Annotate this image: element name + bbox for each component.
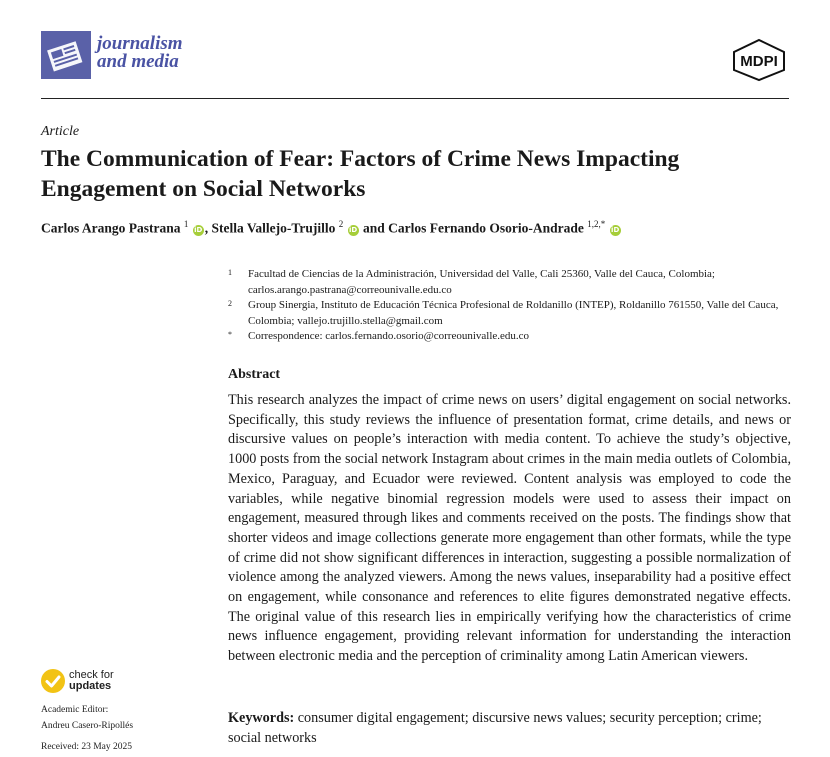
journal-name[interactable]	[97, 35, 183, 71]
academic-editor-name: Andreu Casero-Ripollés	[41, 721, 134, 731]
article-title: The Communication of Fear: Factors of Crime News Impacting Engagement on Social Networks	[41, 146, 680, 202]
journal-logo	[41, 31, 91, 79]
orcid-icon[interactable]: iD	[349, 225, 358, 234]
academic-editor-label: Academic Editor:	[41, 705, 109, 715]
author-name[interactable]: Carlos Fernando Osorio-Andrade	[388, 220, 584, 236]
keywords-text: consumer digital engagement; discursive news values; security perception; crime; social networks	[228, 710, 762, 746]
correspondence-text: Correspondence: carlos.fernando.osorio@correounivalle.edu.co	[248, 330, 530, 342]
journal-name-line1: journalism	[97, 33, 183, 54]
author-name[interactable]: Stella Vallejo-Trujillo	[211, 220, 336, 236]
affiliation-item	[228, 329, 798, 345]
received-date: Received: 23 May 2025	[41, 742, 133, 752]
keywords	[228, 709, 791, 748]
newspaper-icon	[41, 31, 91, 79]
orcid-icon[interactable]: iD	[194, 225, 203, 234]
abstract-body: This research analyzes the impact of crime news on users’ digital engagement on social networks. Specifically, this study reviews the influence of presentation format, crime details, and news or discursive values on people’s interaction with media content. To achieve the study’s objective, 1000 posts from the social network Instagram about crimes in the main media outlets of Colombia, Mexico, Paraguay, and Ecuador were reviewed. Content analysis was employed to code the variables, while negative binomial regression models were used to assess their impact on engagement, measured through likes and comments received on the posts. The findings show that shorter videos and image collections generate more engagement than other formats, while the type of crime did not show significant differences in interaction, suggesting a possible normalization of violence among the analyzed viewers. Among the news values, inseparability had a positive effect on engagement, while consonance and references to elite figures demonstrated negative effects. The original value of this research lies in empirically verifying how the characteristics of crime news influence engagement, providing relevant information for understanding the interaction between electronic media and the perception of criminality among Latin American viewers.	[228, 392, 791, 665]
publisher-name: MDPI	[740, 53, 778, 70]
author-affil-sup: 1,2,*	[587, 219, 606, 229]
affiliation-item	[228, 267, 798, 298]
affiliation-marker: 2	[228, 299, 232, 308]
header-divider	[41, 98, 789, 99]
orcid-icon[interactable]: iD	[611, 225, 620, 234]
affiliation-item	[228, 298, 798, 329]
article-type: Article	[41, 124, 80, 139]
publisher-logo[interactable]	[730, 38, 788, 82]
affiliation-marker: *	[228, 330, 232, 339]
author-name[interactable]: Carlos Arango Pastrana	[41, 220, 181, 236]
affiliation-marker: 1	[228, 268, 232, 277]
check-for-updates-button[interactable]	[41, 669, 121, 695]
author-affil-sup: 1	[183, 219, 189, 229]
affiliations	[228, 267, 798, 345]
author-separator: ,	[204, 220, 212, 236]
author-list	[41, 219, 622, 237]
journal-name-line2: and media	[97, 51, 179, 72]
keywords-label: Keywords:	[228, 710, 295, 726]
check-line1: check for	[69, 669, 114, 681]
check-line2: updates	[69, 680, 112, 692]
author-affil-sup: 2	[338, 219, 344, 229]
author-conjunction: and	[359, 220, 389, 236]
check-for-updates-label	[69, 670, 114, 692]
affiliation-text: Group Sinergia, Instituto de Educación Técnica Profesional de Roldanillo (INTEP), Roldanillo 761550, Valle del Cauca, Colombia; vallejo.trujillo.stella@gmail.com	[248, 299, 779, 327]
affiliation-text: Facultad de Ciencias de la Administración, Universidad del Valle, Cali 25360, Valle del Cauca, Colombia; carlos.arango.pastrana@correounivalle.edu.co	[248, 268, 715, 296]
mdpi-logo-icon	[730, 38, 788, 82]
abstract-heading: Abstract	[228, 367, 281, 382]
check-icon	[41, 669, 65, 693]
